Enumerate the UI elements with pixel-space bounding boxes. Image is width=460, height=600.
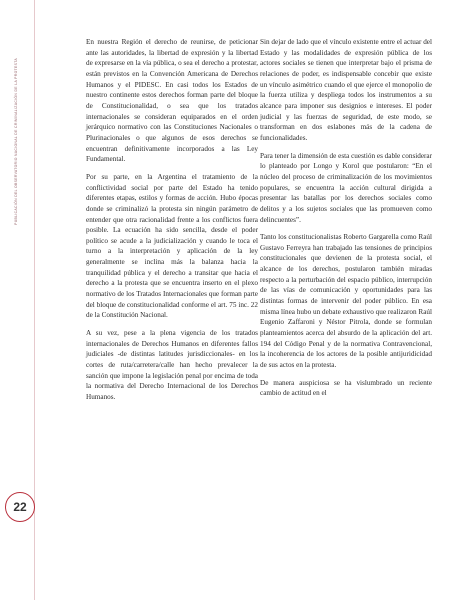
paragraph: En nuestra Región el derecho de reunirse, de peticionar ante las autoridades, la libertad de expresión y la libertad de expresarse en la vía pública, o sea el derecho a protestar, están previstos en la Convención Americana de Derechos Humanos y el PIDESC. En casi todos los Estados de nuestro continente estos derechos forman parte del bloque de Constitucionalidad, o sea que los tratados internacionales se consideran equiparados en el orden jerárquico normativo con las Constituciones Nacionales o Plurinacionales o que algunos de esos derechos se encuentran definitivamente incorporados a las Ley Fundamental. bbox=[86, 38, 258, 164]
right-text-column bbox=[260, 37, 432, 406]
paragraph: Sin dejar de lado que el vínculo existente entre el actuar del Estado y las modalidades de expresión pública de los actores sociales se tienen que interpretar bajo el prisma de relaciones de poder, es indispensable concebir que existe un vínculo asimétrico cuando el que ejerce el monopolio de la fuerza utiliza y despliega todos los instrumentos a su alcance para imponer sus designios e intereses. El poder judicial y las fuerzas de seguridad, de este modo, se transforman en dos eslabones más de la cadena de funcionalidades. bbox=[260, 38, 432, 142]
paragraph: A su vez, pese a la plena vigencia de los tratados internacionales de Derechos Humanos en diferentes fallos judiciales -de distintas latitudes jurisdiccionales- en los cortes de ruta/carretera/calle han hecho prevalecer la sanción que impone la legislación penal por encima de toda la normativa del Derecho Internacional de los Derechos Humanos. bbox=[86, 329, 258, 401]
paragraph: Para tener la dimensión de esta cuestión es dable considerar lo planteado por Longo y Korol que postularon: “En el núcleo del proceso de criminalización de los movimientos populares, se encuentra la acción cultural dirigida a presentar las batallas por los derechos sociales como delitos y a los sujetos sociales que las promueven como delincuentes”. bbox=[260, 151, 432, 224]
publication-vertical-text: PUBLICACIÓN DEL OBSERVATORIO NACIONAL DE CRIMINALIZACIÓN DE LA PROTESTA bbox=[14, 58, 18, 225]
paragraph: De manera auspiciosa se ha vislumbrado un reciente cambio de actitud en el bbox=[260, 378, 432, 398]
paragraph: Por su parte, en la Argentina el tratamiento de la conflictividad social por parte del Estado ha tenido diferentes etapas, estilos y formas de acción. Hubo épocas donde se criminalizó la protesta sin ningún parámetro de entender que otra racionalidad frente a los conflictos fuera posible. La ecuación ha sido sencilla, desde el poder político se acude a la judicialización y cuando le toca el turno a la interpretación y aplicación de la ley generalmente se inclina más la balanza hacia la tranquilidad pública y el derecho a transitar que hacia el derecho a la protesta que se encuentra inserto en el plexo normativo de los Tratados Internacionales que forman parte del bloque de constitucionalidad conforme el art. 75 inc. 22 de la Constitución Nacional. bbox=[86, 172, 258, 320]
page-number: 22 bbox=[5, 492, 35, 522]
publication-sidebar-label bbox=[8, 58, 24, 498]
paragraph: Tanto los constitucionalistas Roberto Gargarella como Raúl Gustavo Ferreyra han trabajado las tensiones de principios constitucionales que devienen de la protesta social, el alcance de los derechos, postularon también miradas respecto a la perturbación del espacio público, interrupción de las vías de comunicación y oportunidades para las distintas formas de intervenir del poder público. En esa misma línea hubo un debate exhaustivo que realizaron Raúl Eugenio Zaffaroni y Néstor Pitrola, donde se formulan planteamientos acerca del absurdo de la aplicación del art. 194 del Código Penal y de la normativa Contravencional, la incoherencia de los actores de la posible antijuridicidad de sus actos en la protesta. bbox=[260, 233, 432, 370]
left-text-column bbox=[86, 37, 258, 410]
